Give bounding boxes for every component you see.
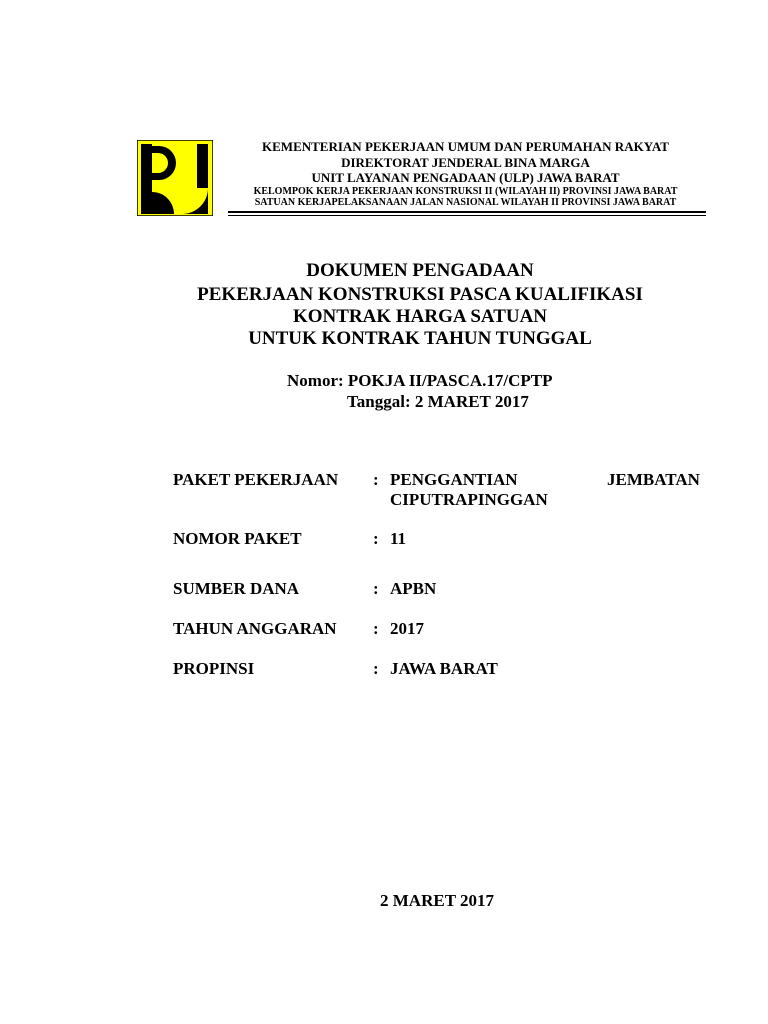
propinsi-value: JAWA BARAT — [390, 659, 498, 678]
header-satker: SATUAN KERJAPELAKSANAAN JALAN NASIONAL WILAYAH II PROVINSI JAWA BARAT — [254, 197, 677, 208]
title-line-1: DOKUMEN PENGADAAN — [306, 260, 534, 281]
title-line-4: UNTUK KONTRAK TAHUN TUNGGAL — [248, 328, 592, 349]
sumber-dana-colon: : — [373, 579, 379, 598]
header-ulp: UNIT LAYANAN PENGADAAN (ULP) JAWA BARAT — [311, 170, 620, 185]
header-rule-thin — [228, 215, 706, 216]
paket-value-word-2: JEMBATAN — [607, 470, 700, 489]
sumber-dana-label: SUMBER DANA — [173, 579, 300, 598]
sumber-dana-value: APBN — [390, 579, 437, 598]
kementerian-pupr-logo-icon — [137, 140, 213, 216]
header-rule-thick — [228, 211, 706, 213]
tahun-anggaran-label: TAHUN ANGGARAN — [173, 619, 337, 638]
paket-value-word-1: PENGGANTIAN — [390, 470, 518, 489]
title-line-3: KONTRAK HARGA SATUAN — [292, 306, 548, 327]
header-directorate: DIREKTORAT JENDERAL BINA MARGA — [341, 155, 590, 170]
paket-colon: : — [373, 470, 379, 489]
header-pokja: KELOMPOK KERJA PEKERJAAN KONSTRUKSI II (WILAYAH II) PROVINSI JAWA BARAT — [253, 186, 678, 197]
document-number: Nomor: POKJA II/PASCA.17/CPTP — [287, 371, 553, 390]
paket-value-line-2: CIPUTRAPINGGAN — [390, 490, 548, 509]
nomor-paket-colon: : — [373, 529, 379, 548]
document-date: Tanggal: 2 MARET 2017 — [347, 392, 529, 411]
nomor-paket-value: 11 — [390, 529, 407, 548]
propinsi-colon: : — [373, 659, 379, 678]
tahun-anggaran-colon: : — [373, 619, 379, 638]
paket-label: PAKET PEKERJAAN — [173, 470, 339, 489]
nomor-paket-label: NOMOR PAKET — [173, 529, 302, 548]
propinsi-label: PROPINSI — [173, 659, 255, 678]
tahun-anggaran-value: 2017 — [390, 619, 424, 638]
header-ministry: KEMENTERIAN PEKERJAAN UMUM DAN PERUMAHAN RAKYAT — [262, 139, 669, 154]
footer-date: 2 MARET 2017 — [380, 891, 494, 910]
title-line-2: PEKERJAAN KONSTRUKSI PASCA KUALIFIKASI — [197, 284, 643, 305]
